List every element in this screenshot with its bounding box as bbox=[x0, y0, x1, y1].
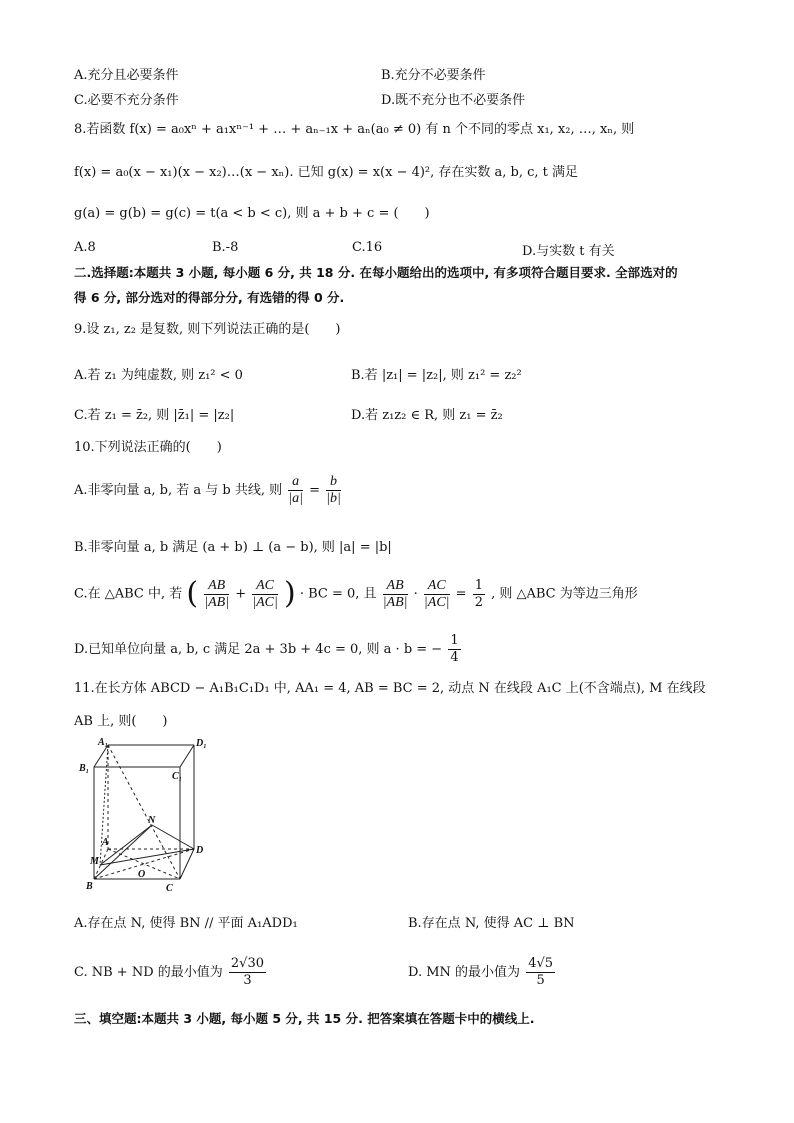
q10-option-a: A.非零向量 a, b, 若 a 与 b 共线, 则 $\frac{a}{|a|}$ = $\frac{b}{|b|}$ bbox=[74, 474, 341, 506]
q10-option-c-fraction-ab-2: $\frac{AB}{|AB|}$ bbox=[382, 577, 408, 610]
label-c: C bbox=[166, 883, 173, 894]
q10-option-c-fraction-half: $\frac{1}{2}$ bbox=[474, 577, 483, 610]
label-a1: A₁ bbox=[98, 737, 109, 748]
q8-option-b: B.-8 bbox=[212, 240, 239, 255]
q8-line-3: g(a) = g(b) = g(c) = t(a < b < c), 则 a + b + c = ( ) bbox=[74, 206, 430, 221]
q8-option-d: D.与实数 t 有关 bbox=[522, 244, 615, 259]
q10-option-b: B.非零向量 a, b 满足 (a + b) ⊥ (a − b), 则 |a| = |b| bbox=[74, 540, 392, 555]
label-m: M bbox=[90, 856, 99, 867]
section-2-heading-line-2: 得 6 分, 部分选对的得部分分, 有选错的得 0 分. bbox=[74, 290, 345, 305]
label-b: B bbox=[86, 881, 93, 892]
q10-option-c-fraction-ac: $\frac{AC}{|AC|}$ bbox=[252, 577, 278, 610]
label-o: O bbox=[138, 869, 146, 880]
q11-line-1: 11.在长方体 ABCD − A₁B₁C₁D₁ 中, AA₁ = 4, AB = BC = 2, 动点 N 在线段 A₁C 上(不含端点), M 在线段 bbox=[74, 681, 706, 696]
label-a: A bbox=[102, 837, 109, 848]
q10-option-c-text-pre: C.在 △ABC 中, 若 bbox=[74, 586, 183, 602]
q7-option-c: C.必要不充分条件 bbox=[74, 93, 179, 108]
q10-option-a-text: A.非零向量 a, b, 若 a 与 b 共线, 则 bbox=[74, 483, 283, 498]
label-d: D bbox=[196, 845, 204, 856]
q8-option-c: C.16 bbox=[352, 240, 383, 255]
q9-stem: 9.设 z₁, z₂ 是复数, 则下列说法正确的是( ) bbox=[74, 322, 341, 337]
q8-option-a: A.8 bbox=[74, 240, 96, 255]
q7-option-d: D.既不充分也不必要条件 bbox=[381, 93, 526, 108]
q9-option-a: A.若 z₁ 为纯虚数, 则 z₁² < 0 bbox=[74, 368, 243, 383]
q7-option-b: B.充分不必要条件 bbox=[381, 68, 486, 83]
q10-option-d bbox=[74, 632, 463, 668]
q10-option-c-text-post: , 则 △ABC 为等边三角形 bbox=[491, 586, 638, 602]
q7-option-a: A.充分且必要条件 bbox=[74, 68, 179, 83]
section-2-heading-line-1: 二.选择题:本题共 3 小题, 每小题 6 分, 共 18 分. 在每小题给出的选项中, 有多项符合题目要求. 全部选对的 bbox=[74, 265, 678, 280]
q10-option-c-fraction-ac-2: $\frac{AC}{|AC|}$ bbox=[423, 577, 450, 610]
q10-option-a-fraction-2: $\frac{b}{|b|}$ bbox=[326, 474, 341, 506]
q10-option-d-text: D.已知单位向量 a, b, c 满足 2a + 3b + 4c = 0, 则 a · b = − bbox=[74, 642, 443, 657]
q10-stem: 10.下列说法正确的( ) bbox=[74, 440, 222, 455]
q11-option-d-text: D. MN 的最小值为 bbox=[408, 965, 521, 980]
q11-option-c bbox=[74, 954, 268, 992]
prism-figure bbox=[74, 737, 214, 897]
q11-option-d bbox=[408, 954, 557, 992]
q9-option-c: C.若 z₁ = z̄₂, 则 |z̄₁| = |z₂| bbox=[74, 408, 235, 423]
label-b1: B₁ bbox=[79, 763, 90, 774]
q10-option-d-fraction: $\frac{1}{4}$ bbox=[450, 633, 459, 665]
q10-option-c-fraction-ab: $\frac{AB}{|AB|}$ bbox=[204, 577, 230, 610]
label-d1: D₁ bbox=[196, 738, 207, 749]
q10-option-c-text-mid: · BC = 0, 且 bbox=[299, 586, 377, 602]
q11-option-c-fraction: $\frac{2√30}{3}$ bbox=[230, 956, 265, 988]
label-c1: C₁ bbox=[172, 771, 183, 782]
label-n: N bbox=[148, 815, 156, 826]
q11-option-b: B.存在点 N, 使得 AC ⊥ BN bbox=[408, 916, 575, 931]
section-3-heading: 三、填空题:本题共 3 小题, 每小题 5 分, 共 15 分. 把答案填在答题卡中的横线上. bbox=[74, 1011, 535, 1026]
q10-option-c: C.在 △ABC 中, 若 ( $\frac{AB}{|AB|}$ + $\frac{AC}{|AC|}$ ) · BC = 0, 且 $\frac{AB}{|AB|}$ · $\frac{AC}{|AC|}$ = $\frac{1}{2}$ , 则 △ABC 为等边三角形 bbox=[74, 576, 638, 611]
q11-line-2: AB 上, 则( ) bbox=[74, 714, 168, 729]
q8-line-2: f(x) = a₀(x − x₁)(x − x₂)…(x − xₙ). 已知 g(x) = x(x − 4)², 存在实数 a, b, c, t 满足 bbox=[74, 165, 579, 180]
q11-option-a: A.存在点 N, 使得 BN // 平面 A₁ADD₁ bbox=[74, 916, 298, 931]
q9-option-d: D.若 z₁z₂ ∈ R, 则 z₁ = z̄₂ bbox=[351, 408, 503, 423]
q11-option-d-fraction: $\frac{4√5}{5}$ bbox=[528, 956, 554, 988]
q11-option-c-text: C. NB + ND 的最小值为 bbox=[74, 965, 223, 980]
q9-option-b: B.若 |z₁| = |z₂|, 则 z₁² = z₂² bbox=[351, 368, 522, 383]
q8-line-1: 8.若函数 f(x) = a₀xⁿ + a₁xⁿ⁻¹ + … + aₙ₋₁x + aₙ(a₀ ≠ 0) 有 n 个不同的零点 x₁, x₂, …, xₙ, 则 bbox=[74, 122, 635, 137]
q10-option-a-fraction-1: $\frac{a}{|a|}$ bbox=[288, 474, 303, 506]
